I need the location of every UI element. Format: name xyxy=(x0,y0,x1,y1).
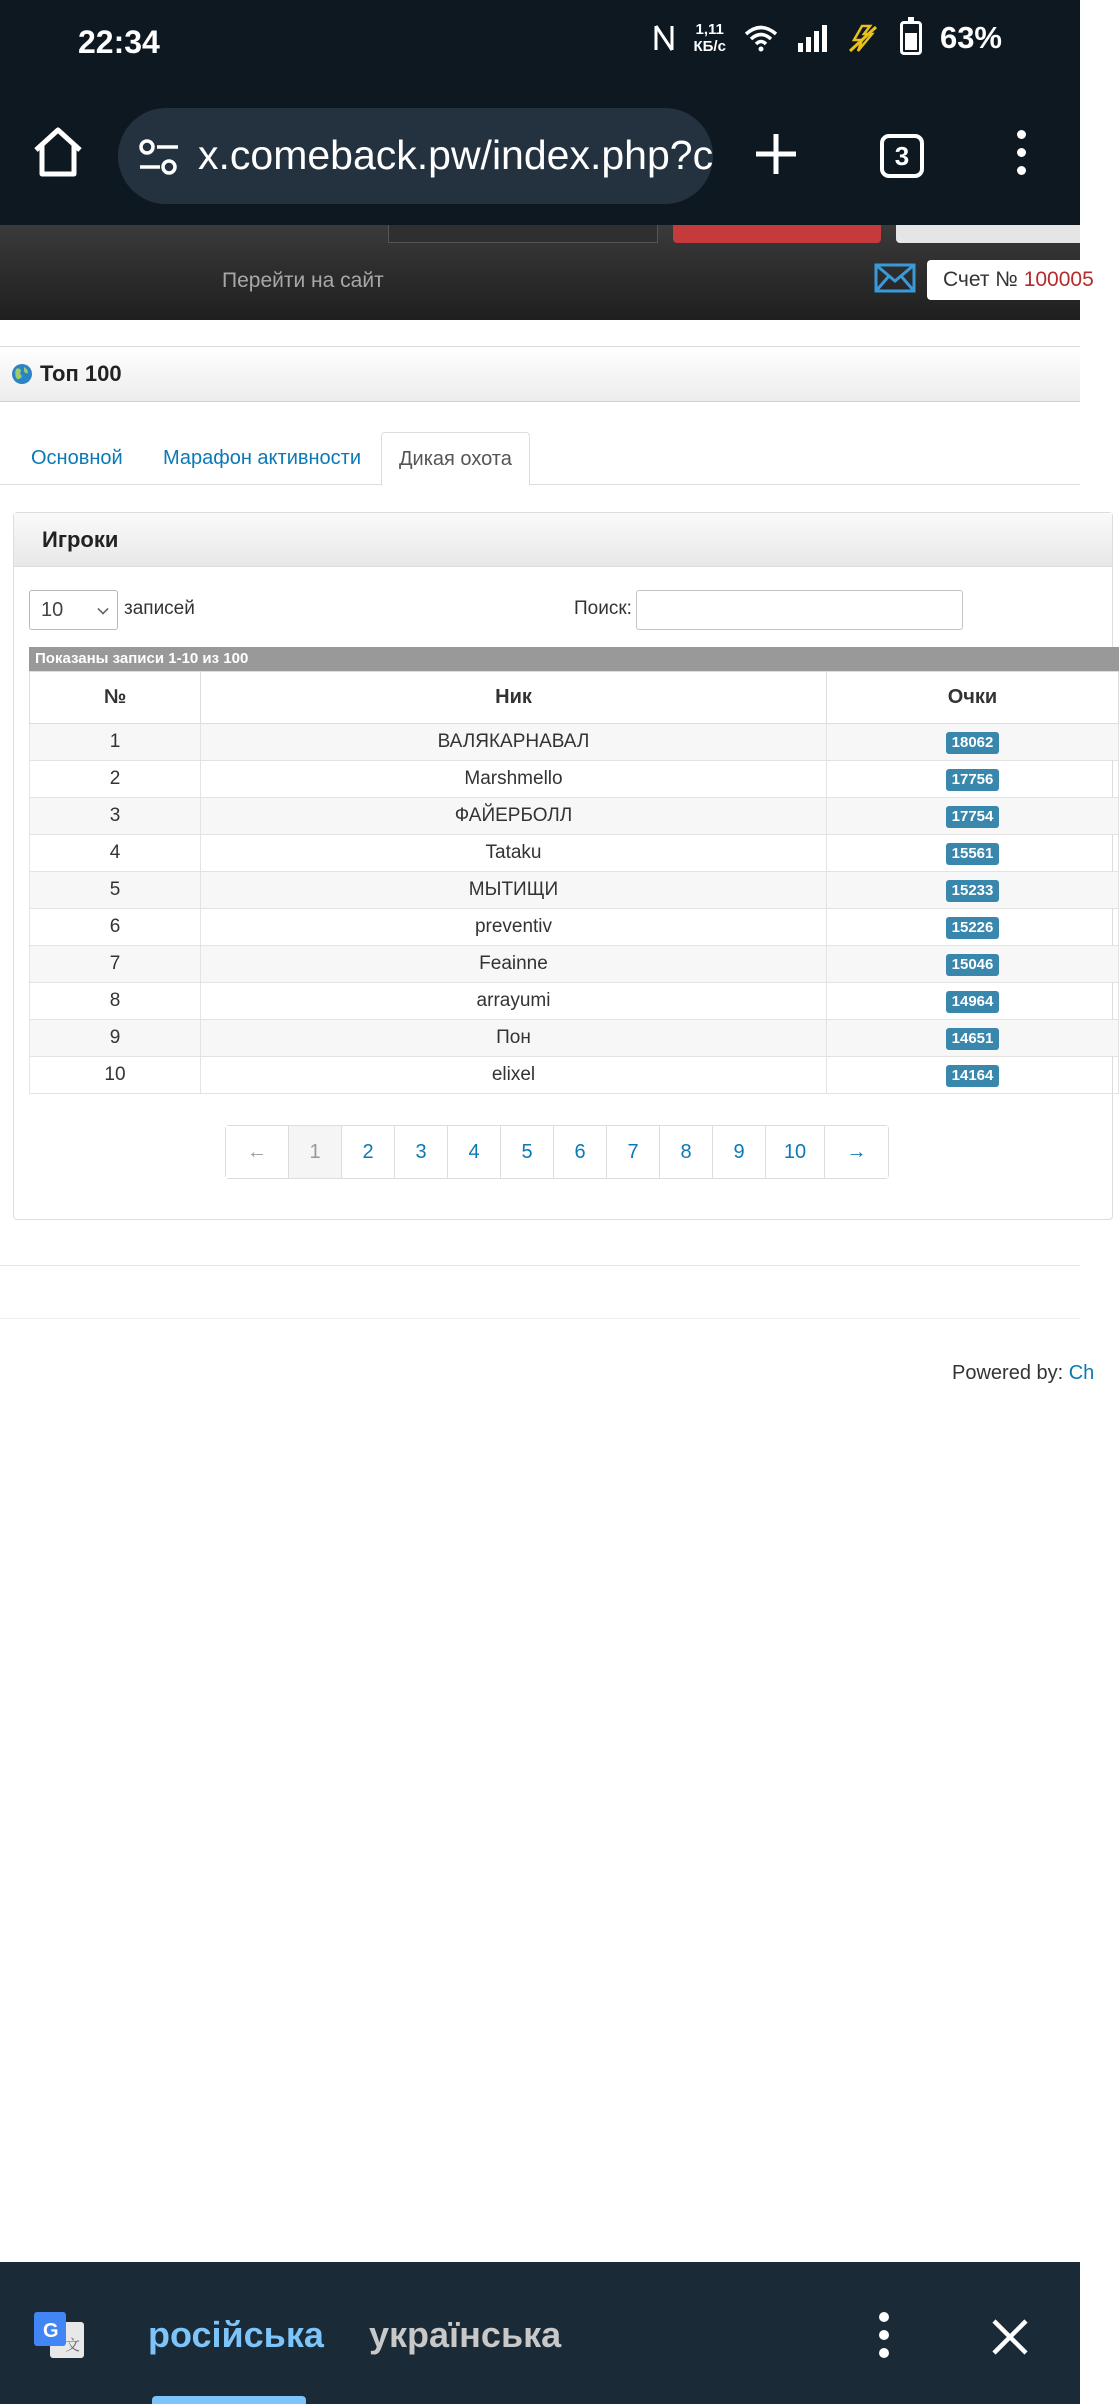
power-saving-icon xyxy=(846,23,882,53)
status-icons xyxy=(652,20,1003,56)
score-badge: 15233 xyxy=(946,880,1000,902)
score-badge: 15046 xyxy=(946,954,1000,976)
globe-icon xyxy=(11,363,33,385)
browser-chrome xyxy=(0,0,1080,225)
score-badge: 18062 xyxy=(946,732,1000,754)
goto-site-link[interactable]: Перейти на сайт xyxy=(222,269,384,292)
table-row xyxy=(30,872,1119,909)
chevron-down-icon xyxy=(97,603,108,614)
pager-page-button[interactable]: 9 xyxy=(713,1126,766,1178)
site-header xyxy=(0,225,1094,320)
divider xyxy=(0,1318,1080,1319)
tab-activity-marathon[interactable]: Марафон активности xyxy=(163,447,361,469)
pager-page-button[interactable]: 10 xyxy=(766,1126,825,1178)
table-row xyxy=(30,909,1119,946)
table-row xyxy=(30,724,1119,761)
url-text[interactable]: x.comeback.pw/index.php?c xyxy=(198,132,714,178)
score-badge: 17756 xyxy=(946,769,1000,791)
row-nick: preventiv xyxy=(201,909,827,946)
table-row xyxy=(30,1020,1119,1057)
row-score xyxy=(827,946,1119,983)
row-nick: Marshmello xyxy=(201,761,827,798)
row-score xyxy=(827,798,1119,835)
tab-bar xyxy=(0,432,1080,485)
account-label: Счет № xyxy=(943,268,1018,291)
row-score xyxy=(827,1020,1119,1057)
panel-header xyxy=(14,513,1112,567)
pager-page-button[interactable]: 3 xyxy=(395,1126,448,1178)
row-num: 4 xyxy=(30,835,201,872)
table-row xyxy=(30,835,1119,872)
tab-switcher-button[interactable]: 3 xyxy=(880,134,924,178)
pager-page-button[interactable]: 5 xyxy=(501,1126,554,1178)
row-score xyxy=(827,1057,1119,1094)
row-num: 6 xyxy=(30,909,201,946)
svg-text:文: 文 xyxy=(65,2336,81,2354)
score-badge: 14651 xyxy=(946,1028,1000,1050)
row-num: 3 xyxy=(30,798,201,835)
powered-by-link[interactable]: Ch xyxy=(1068,1362,1095,1384)
row-nick: Пон xyxy=(201,1020,827,1057)
score-badge: 17754 xyxy=(946,806,1000,828)
header-cut-element[interactable] xyxy=(896,225,1080,243)
row-score xyxy=(827,761,1119,798)
header-cut-element[interactable] xyxy=(673,225,881,243)
row-nick: ВАЛЯКАРНАВАЛ xyxy=(201,724,827,761)
search-label: Поиск: xyxy=(574,598,632,619)
page-length-select[interactable]: 10 xyxy=(29,590,118,630)
row-num: 2 xyxy=(30,761,201,798)
row-num: 7 xyxy=(30,946,201,983)
pager-prev-button[interactable]: ← xyxy=(226,1126,289,1178)
table-row xyxy=(30,1057,1119,1094)
row-num: 8 xyxy=(30,983,201,1020)
source-language-tab[interactable]: російська xyxy=(148,2314,324,2355)
table-body xyxy=(30,724,1119,1094)
translate-menu-icon[interactable] xyxy=(872,2312,896,2362)
pager-page-button[interactable]: 4 xyxy=(448,1126,501,1178)
url-bar[interactable] xyxy=(118,108,713,204)
row-nick: arrayumi xyxy=(201,983,827,1020)
divider xyxy=(0,1265,1080,1266)
players-table xyxy=(29,671,1119,1094)
players-panel xyxy=(13,512,1113,1220)
tab-main[interactable]: Основной xyxy=(31,447,123,469)
header-cut-element xyxy=(388,225,658,243)
svg-text:G: G xyxy=(43,2320,59,2342)
browser-menu-icon[interactable] xyxy=(1010,130,1032,182)
battery-percent: 63% xyxy=(939,20,1002,55)
score-badge: 14964 xyxy=(946,991,1000,1013)
powered-by: Powered by: Ch xyxy=(952,1362,1095,1384)
row-num: 5 xyxy=(30,872,201,909)
score-badge: 15561 xyxy=(946,843,1000,865)
pagination xyxy=(225,1125,889,1179)
row-score xyxy=(827,872,1119,909)
page-length-label: записей xyxy=(124,598,195,619)
row-nick: elixel xyxy=(201,1057,827,1094)
row-score xyxy=(827,724,1119,761)
table-header-row xyxy=(30,672,1119,724)
table-row xyxy=(30,946,1119,983)
account-number: 100005 xyxy=(1023,268,1094,291)
table-row xyxy=(30,983,1119,1020)
page-title-bar xyxy=(0,346,1080,402)
table-row xyxy=(30,798,1119,835)
search-input[interactable] xyxy=(636,590,963,630)
pager-page-button[interactable]: 8 xyxy=(660,1126,713,1178)
account-box[interactable] xyxy=(927,260,1094,300)
google-translate-icon xyxy=(32,2310,86,2360)
mail-icon[interactable] xyxy=(874,263,916,293)
pager-next-button[interactable]: → xyxy=(825,1126,888,1178)
column-header-num[interactable]: № xyxy=(30,672,201,724)
active-language-indicator xyxy=(152,2396,306,2404)
row-nick: ФАЙЕРБОЛЛ xyxy=(201,798,827,835)
column-header-nick[interactable]: Ник xyxy=(201,672,827,724)
row-num: 1 xyxy=(30,724,201,761)
pager-page-button[interactable]: 7 xyxy=(607,1126,660,1178)
row-nick: Feainne xyxy=(201,946,827,983)
new-tab-icon[interactable] xyxy=(752,130,800,178)
close-icon[interactable] xyxy=(990,2317,1030,2357)
row-score xyxy=(827,909,1119,946)
translate-bar xyxy=(0,2262,1080,2404)
pager-page-button[interactable]: 6 xyxy=(554,1126,607,1178)
row-num: 10 xyxy=(30,1057,201,1094)
status-time: 22:34 xyxy=(78,24,160,60)
site-settings-icon[interactable] xyxy=(138,136,180,178)
nfc-icon xyxy=(652,22,676,54)
row-num: 9 xyxy=(30,1020,201,1057)
target-language-tab[interactable]: українська xyxy=(369,2314,562,2355)
page-title: Топ 100 xyxy=(40,361,122,386)
signal-icon xyxy=(796,23,828,53)
wifi-icon xyxy=(744,24,778,52)
tab-wild-hunt[interactable]: Дикая охота xyxy=(381,432,530,486)
pager-page-button[interactable]: 1 xyxy=(289,1126,342,1178)
row-nick: Tataku xyxy=(201,835,827,872)
home-icon[interactable] xyxy=(30,124,86,180)
column-header-score[interactable]: Очки xyxy=(827,672,1119,724)
row-nick: МЫТИЩИ xyxy=(201,872,827,909)
battery-icon xyxy=(900,21,922,55)
score-badge: 15226 xyxy=(946,917,1000,939)
table-row xyxy=(30,761,1119,798)
records-info: Показаны записи 1-10 из 100 xyxy=(29,647,1119,671)
pager-page-button[interactable]: 2 xyxy=(342,1126,395,1178)
row-score xyxy=(827,983,1119,1020)
panel-title: Игроки xyxy=(42,527,119,552)
row-score xyxy=(827,835,1119,872)
score-badge: 14164 xyxy=(946,1065,1000,1087)
net-speed: 1,11 КБ/с xyxy=(693,21,726,55)
